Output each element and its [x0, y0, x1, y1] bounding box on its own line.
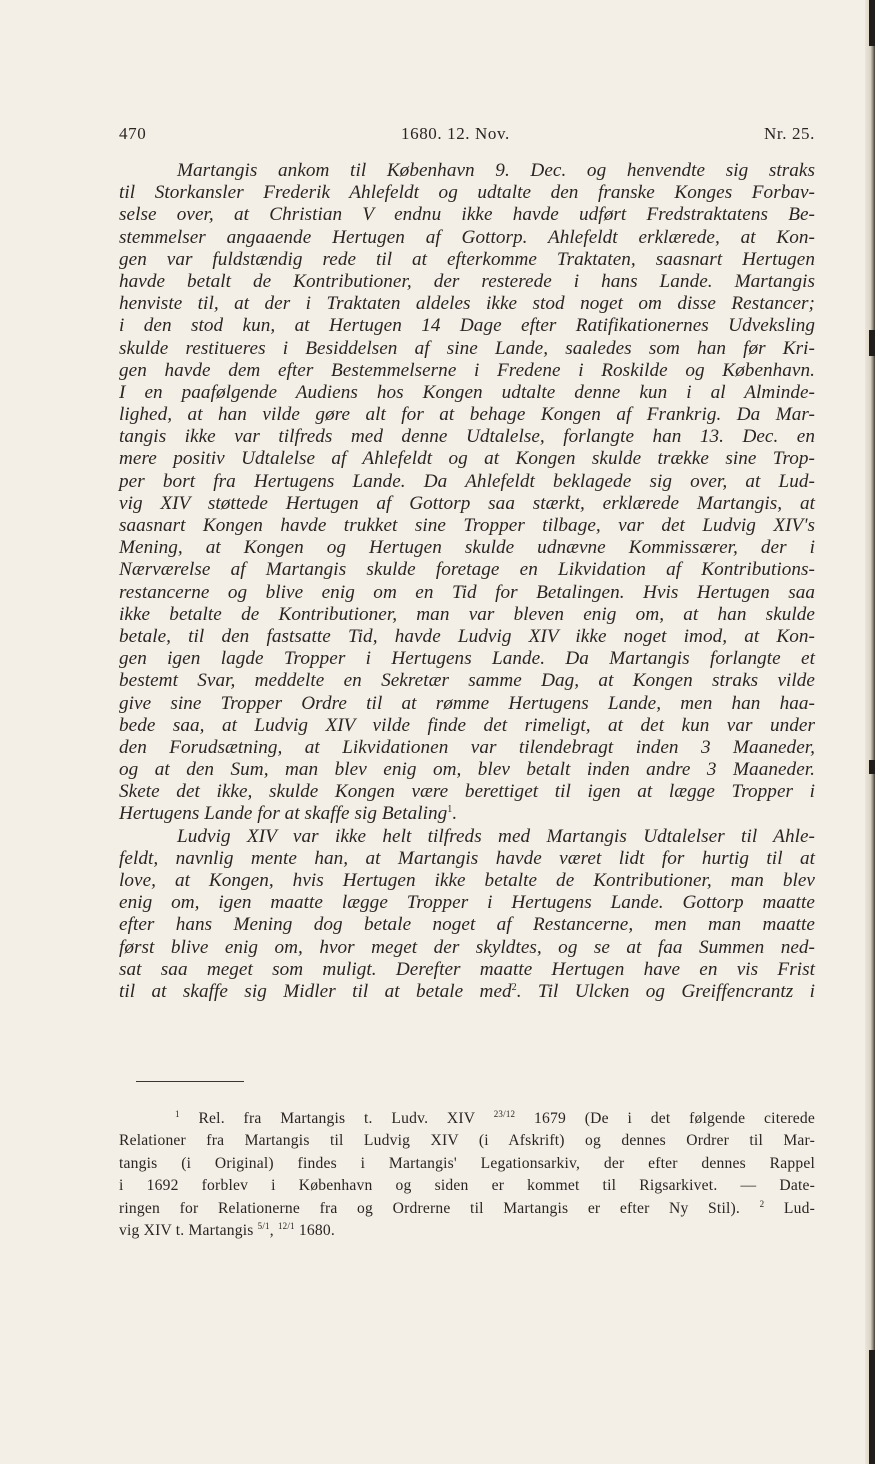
text-line: havde betalt de Kontributioner, der resterede i hans Lande. Martangis: [119, 270, 815, 292]
footnote-line: [119, 1198, 815, 1220]
text-line: [119, 981, 815, 1003]
text-line: restancerne og blive enig om en Tid for Betalingen. Hvis Hertugen saa: [119, 581, 815, 603]
text-line: I en paafølgende Audiens hos Kongen udtalte denne kun i al Alminde-: [119, 381, 815, 403]
footnote-mark-1: 1: [175, 1109, 180, 1119]
text-line: feldt, navnlig mente han, at Martangis havde været lidt for hurtig til at: [119, 847, 815, 869]
text-line: give sine Tropper Ordre til at rømme Hertugens Lande, men han haa-: [119, 692, 815, 714]
text-line: vig XIV støttede Hertugen af Gottorp saa stærkt, erklærede Martangis, at: [119, 492, 815, 514]
footnote-segment: 1679 (De i det følgende citerede: [533, 1110, 815, 1127]
text-line: saasnart Kongen havde trukket sine Tropper tilbage, var det Ludvig XIV's: [119, 515, 815, 536]
footnote-line: tangis (i Original) findes i Martangis' Legationsarkiv, der efter dennes Rappel: [119, 1154, 815, 1172]
footnote-date: 5/1: [257, 1220, 270, 1231]
footnote-line: [119, 1108, 815, 1130]
page-edge-mark: [869, 760, 875, 774]
text-line: enig om, igen maatte lægge Tropper i Hertugens Lande. Gottorp maatte: [119, 892, 815, 914]
text-line: Nærværelse af Martangis skulde foretage en Likvidation af Kontributions-: [119, 559, 815, 581]
main-text: [119, 160, 815, 1003]
page-edge-mark: [869, 330, 875, 356]
page-edge-shadow: [865, 0, 875, 1464]
text-line: gen havde dem efter Bestemmelserne i Fredene i Roskilde og København.: [119, 359, 815, 381]
text-line: lighed, at han vilde gøre alt for at behage Kongen af Frankrig. Da Mar-: [119, 404, 815, 426]
page-edge-mark: [869, 0, 875, 46]
text-line: i den stod kun, at Hertugen 14 Dage efter Ratifikationernes Udveksling: [119, 315, 815, 337]
text-line: selse over, at Christian V endnu ikke havde udført Fredstraktatens Be-: [119, 204, 815, 226]
page-edge-mark: [869, 1350, 875, 1464]
footnote-divider: [136, 1081, 244, 1082]
footnote-ref-2: 2: [511, 981, 517, 993]
footnote-line: Relationer fra Martangis til Ludvig XIV (i Afskrift) og dennes Ordrer til Mar-: [119, 1132, 815, 1150]
text-segment: . Til Ulcken og Greiffencrantz i: [516, 980, 815, 1002]
footnote-date: 23/12: [493, 1109, 516, 1119]
text-line: den Forudsætning, at Likvidationen var tilendebragt inden 3 Maaneder,: [119, 736, 815, 758]
text-line: per bort fra Hertugens Lande. Da Ahlefeldt beklagede sig over, at Lud-: [119, 470, 815, 492]
text-line: sat saa meget som muligt. Derefter maatte Hertugen have en vis Frist: [119, 958, 815, 980]
footnote-line: i 1692 forblev i København og siden er kommet til Rigsarkivet. — Date-: [119, 1177, 815, 1195]
text-line: skulde restitueres i Besiddelsen af sine Lande, saaledes som han før Kri-: [119, 337, 815, 359]
text-line: betale, til den fastsatte Tid, havde Ludvig XIV ikke noget imod, at Kon-: [119, 625, 815, 647]
text-line: bestemt Svar, meddelte en Sekretær samme Dag, at Kongen straks vilde: [119, 670, 815, 692]
footnote-segment: Lud-: [783, 1199, 815, 1217]
footnote-mark-2: 2: [759, 1198, 765, 1209]
text-line: tangis ikke var tilfreds med denne Udtalelse, forlangte han 13. Dec. en: [119, 426, 815, 448]
header-date: 1680. 12. Nov.: [401, 124, 510, 143]
text-line: Mening, at Kongen og Hertugen skulde udnævne Kommissærer, der i: [119, 537, 815, 559]
document-number: Nr. 25.: [764, 124, 815, 143]
text-line: Hertugens Lande for at skaffe sig Betaling$^1$.: [119, 803, 458, 825]
text-line: til Storkansler Frederik Ahlefeldt og udtalte den franske Konges Forbav-: [119, 182, 815, 204]
text-line: ikke betalte de Kontributioner, man var bleven enig om, at han skulde: [119, 603, 815, 625]
text-line: Ludvig XIV var ikke helt tilfreds med Martangis Udtalelser til Ahle-: [177, 825, 815, 847]
text-line: gen igen lagde Tropper i Hertugens Lande. Da Martangis forlangte et: [119, 648, 815, 670]
text-line: Martangis ankom til København 9. Dec. og henvendte sig straks: [177, 160, 815, 181]
text-line: mere positiv Udtalelse af Ahlefeldt og at Kongen skulde trække sine Trop-: [119, 448, 815, 470]
text-line: efter hans Mening dog betale noget af Restancerne, men man maatte: [119, 914, 815, 936]
text-line: henviste til, at der i Traktaten aldeles ikke stod noget om disse Restancer;: [119, 293, 815, 315]
footnote-ref-1: 1: [447, 804, 453, 816]
text-line: love, at Kongen, hvis Hertugen ikke betalte de Kontributioner, man blev: [119, 870, 815, 891]
text-line: først blive enig om, hvor meget der skyldtes, og se at faa Summen ned-: [119, 936, 815, 958]
text-line: bede saa, at Ludvig XIV vilde finde det rimeligt, at det kun var under: [119, 714, 815, 736]
footnote-segment: 1680.: [298, 1221, 335, 1239]
running-header: [119, 124, 815, 150]
footnote-date: 12/1: [277, 1220, 295, 1231]
footnotes: [119, 1108, 815, 1242]
footnote-segment: ringen for Relationerne fra og Ordrerne til Martangis er efter Ny Stil).: [119, 1199, 741, 1217]
text-line: stemmelser angaaende Hertugen af Gottorp. Ahlefeldt erklærede, at Kon-: [119, 226, 815, 248]
footnote-segment: vig XIV t. Martangis: [119, 1221, 254, 1239]
text-segment: Hertugens Lande for at skaffe sig Betaling: [119, 803, 448, 825]
text-line: gen var fuldstændig rede til at efterkomme Traktaten, saasnart Hertugen: [119, 248, 815, 270]
footnote-line: vig XIV t. Martangis $^{5/1}$, $^{12/1}$ 1680.: [119, 1220, 335, 1239]
text-line: Skete det ikke, skulde Kongen være berettiget til igen at lægge Tropper i: [119, 781, 815, 803]
text-line: og at den Sum, man blev enig om, blev betalt inden andre 3 Maaneder.: [119, 759, 815, 781]
text-segment: til at skaffe sig Midler til at betale med: [119, 980, 512, 1002]
page-number: 470: [119, 124, 147, 143]
footnote-segment: Rel. fra Martangis t. Ludv. XIV: [198, 1110, 475, 1127]
